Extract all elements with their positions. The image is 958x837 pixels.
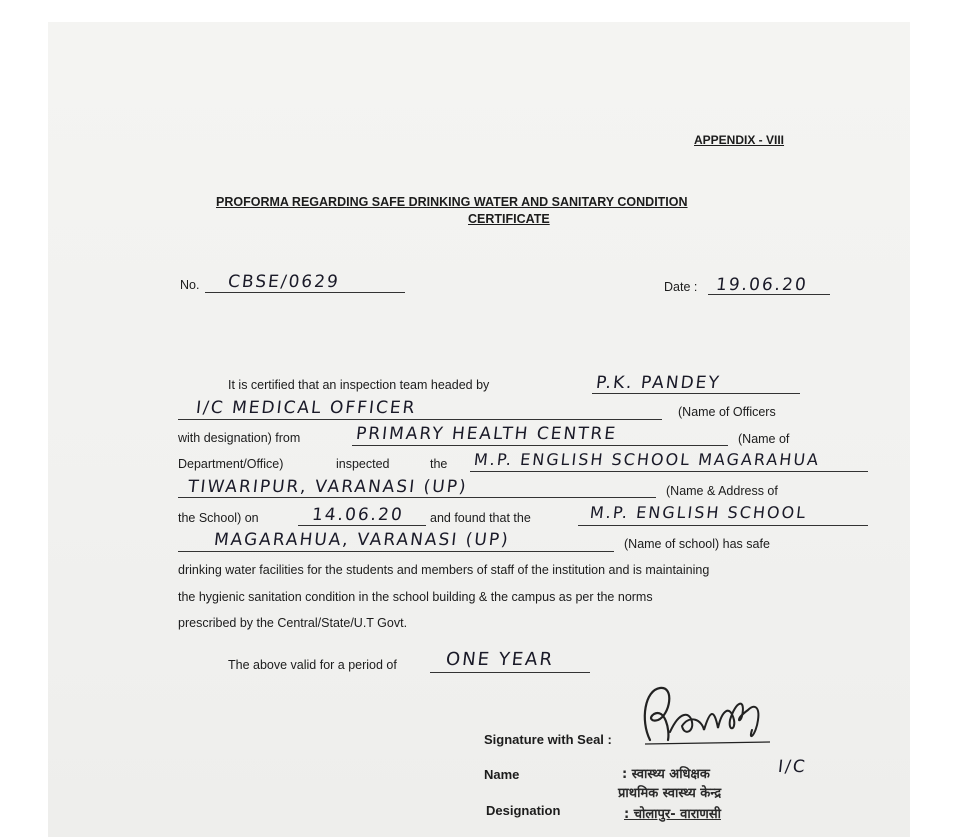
department-value: PRIMARY HEALTH CENTRE [354, 424, 619, 444]
ic-mark: I/C [776, 757, 808, 777]
body-line-10: prescribed by the Central/State/U.T Govt. [178, 616, 408, 630]
signature-label: Signature with Seal : [484, 732, 612, 747]
body-line-8: drinking water facilities for the students and members of staff of the institution and is maintaining [178, 563, 710, 577]
body-line-6-prefix: the School) on [178, 511, 259, 525]
date-label: Date : [664, 280, 698, 294]
body-line-2-suffix: (Name of Officers [678, 405, 776, 419]
document-title: PROFORMA REGARDING SAFE DRINKING WATER AND SANITARY CONDITION [216, 195, 688, 209]
seal-designation: : चोलापुर- वाराणसी [624, 807, 721, 822]
inspection-date-line [298, 525, 426, 526]
ref-no-value: CBSE/0629 [226, 272, 341, 292]
officer-name: P.K. PANDEY [594, 373, 722, 393]
ref-no-label: No. [180, 278, 200, 292]
school-address-line-2 [178, 497, 656, 498]
seal-line-2: प्राथमिक स्वास्थ्य केन्द्र [618, 786, 722, 801]
validity-label: The above valid for a period of [228, 658, 397, 672]
department-line [352, 445, 728, 446]
signature-mark [630, 680, 780, 750]
appendix-label: APPENDIX - VIII [694, 133, 785, 147]
body-line-4-inspected: inspected [336, 457, 390, 471]
school-address-line-1 [470, 471, 868, 472]
school-address-1: M.P. ENGLISH SCHOOL MAGARAHUA [473, 450, 822, 469]
school-name-line-1 [578, 525, 868, 526]
designation-label: Designation [486, 803, 561, 818]
school-name-2: MAGARAHUA, VARANASI (UP) [212, 530, 511, 550]
designation-line [178, 419, 662, 420]
date-value: 19.06.20 [714, 275, 809, 295]
officer-designation: I/C MEDICAL OFFICER [194, 398, 418, 418]
body-line-9: the hygienic sanitation condition in the school building & the campus as per the norms [178, 590, 653, 604]
body-line-3-prefix: with designation) from [178, 431, 301, 445]
document-subtitle: CERTIFICATE [468, 212, 550, 226]
body-line-3-suffix: (Name of [738, 432, 790, 446]
body-line-6-middle: and found that the [430, 511, 531, 525]
validity-value: ONE YEAR [444, 649, 556, 670]
school-name-line-2 [178, 551, 614, 552]
validity-line [430, 672, 590, 673]
inspection-date: 14.06.20 [310, 505, 405, 525]
school-name-1: M.P. ENGLISH SCHOOL [589, 503, 809, 522]
body-line-4-the: the [430, 457, 448, 471]
name-label: Name [484, 767, 520, 782]
ref-no-line [205, 292, 405, 293]
body-line-7-suffix: (Name of school) has safe [624, 537, 770, 551]
seal-name: : स्वास्थ्य अधिक्षक [622, 767, 710, 782]
body-line-5-suffix: (Name & Address of [666, 484, 778, 498]
school-address-2: TIWARIPUR, VARANASI (UP) [186, 477, 469, 497]
body-line-4-prefix: Department/Office) [178, 457, 284, 471]
body-line-1: It is certified that an inspection team headed by [228, 378, 490, 392]
officer-line [592, 393, 800, 394]
